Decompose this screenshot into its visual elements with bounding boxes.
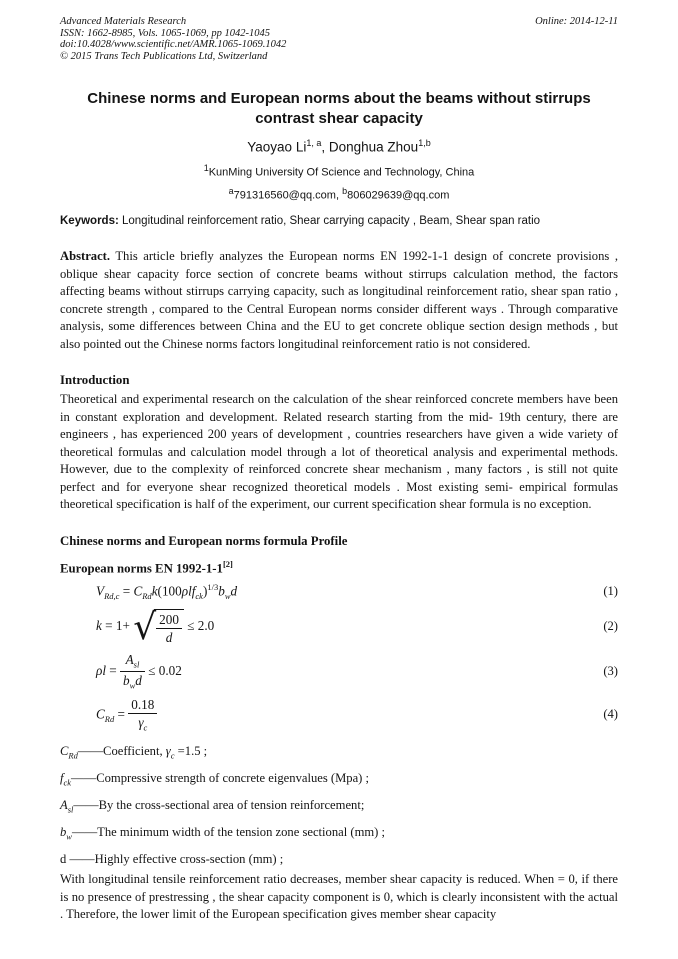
radicand [154,609,184,645]
subsection-heading-european-norms [60,556,618,577]
email-1-superscript: a [228,185,234,196]
email-1: 791316560@qq.com [233,189,336,202]
math-token: k [96,617,102,633]
math-token: = [117,705,125,721]
fraction-denominator [156,629,182,645]
equation-3-number: (3) [603,664,618,679]
math-token: w [129,681,136,692]
math-token: c [143,722,148,733]
math-token: 0.18 [128,697,157,714]
math-token: A [60,797,68,812]
radical-sign-icon: √ [133,606,157,648]
math-token: w [224,591,231,602]
subsection-heading-text: European norms EN 1992-1-1 [60,560,223,575]
definition-text: =1.5 ; [174,743,208,758]
definition-bw [60,821,618,848]
author-1-name: Yaoyao Li [247,139,307,155]
fraction [120,652,145,692]
math-token: d [60,851,67,866]
email-2: 806029639@qq.com [347,189,450,202]
author-2-name: Donghua Zhou [328,139,419,155]
paper-title: Chinese norms and European norms about the beams without stirrups contrast shear capacity [87,90,591,128]
fraction [128,697,157,734]
math-token: k [151,583,158,599]
math-token: sl [67,804,74,815]
keywords-line [60,215,618,227]
math-token: V [96,583,105,599]
journal-copyright-line: © 2015 Trans Tech Publications Ltd, Switzerland [60,50,268,62]
affiliation-text: KunMing University Of Science and Technology, China [208,166,475,179]
symbol-definitions [60,740,618,870]
author-2-superscript: 1,b [418,138,431,149]
definition-text: ——Highly effective cross-section (mm) ; [66,851,284,866]
equation-4-body [96,697,603,734]
journal-info [60,16,286,62]
emails-line [60,186,618,202]
journal-doi-line: doi:10.4028/www.scientific.net/AMR.1065-1069.1042 [60,39,287,51]
equation-2-body [96,606,603,648]
math-token: b [123,673,130,689]
citation-ref: [2] [222,558,233,569]
introduction-heading: Introduction [60,373,130,388]
definition-asl [60,794,618,821]
keywords-label: Keywords: [60,215,119,228]
math-token: C [133,583,143,599]
math-token: C [60,743,69,758]
emails-separator: , [335,189,343,202]
equation-4 [60,693,618,737]
math-token: = [109,662,117,678]
math-token: A [125,652,134,668]
math-token: c [170,750,175,761]
math-token: d [165,629,173,645]
math-token: = [122,583,131,599]
online-date: Online: 2014-12-11 [535,16,618,27]
section-heading-formula-profile: Chinese norms and European norms formula Profile [60,533,348,548]
math-token: C [96,705,105,721]
math-token: ρl [96,662,106,678]
math-token: w [66,831,72,842]
math-token: 200 [156,612,182,629]
abstract-paragraph [60,248,618,353]
equation-1-body [96,582,603,601]
abstract-text: This article briefly analyzes the European norms EN 1992-1-1 design of concrete provisions , oblique shear capacity force section of concrete beams without stirrups calculation method, the factors affecting beams without stirrups carrying capacity, such as longitudinal reinforcement ratio, shear span ratio , concrete strength , compared to the Central European norms consider different ways . Through comparative analysis, some differences between China and the EU to get concrete oblique section design methods , but also pointed out the Chinese norms factors longitudinal reinforcement ratio is not considered. [60,249,618,351]
math-token: 1/3 [207,582,219,593]
journal-issn-line: ISSN: 1662-8985, Vols. 1065-1069, pp 1042-1045 [60,27,270,39]
math-token: ck [63,777,72,788]
definition-text: ——Compressive strength of concrete eigenvalues (Mpa) ; [71,770,370,785]
math-token: b [60,824,67,839]
affiliation-superscript: 1 [203,162,209,173]
math-token: ρlf [181,583,196,599]
definition-text: ——By the cross-sectional area of tension reinforcement; [73,797,365,812]
fraction [156,612,182,645]
math-token: f [60,770,64,785]
math-token: γ [165,743,171,758]
equation-4-number: (4) [603,707,618,722]
equation-2-number: (2) [603,619,618,634]
math-token: ≤ 0.02 [148,662,182,678]
fraction-denominator [120,672,145,691]
journal-title: Advanced Materials Research [60,16,187,27]
math-token: b [218,583,225,599]
math-token: d [230,583,238,599]
math-token: γ [138,714,144,730]
math-token: ) [202,583,208,599]
math-token: = 1+ [105,617,130,633]
fraction-denominator [128,714,157,733]
journal-header [60,16,618,62]
definition-text: ——Coefficient, [77,743,166,758]
math-token: Rd [142,591,152,602]
math-token: ck [195,591,203,602]
abstract-label: Abstract. [60,249,111,264]
affiliation-line [60,163,618,179]
equation-1 [60,581,618,603]
math-token: Rd [104,713,115,724]
authors-separator: , [321,139,329,155]
math-token: (100 [157,583,182,599]
author-1-superscript: 1, a [306,138,322,149]
keywords-text: Longitudinal reinforcement ratio, Shear carrying capacity , Beam, Shear span ratio [118,215,541,228]
equation-3-body [96,652,603,692]
introduction-paragraph: Theoretical and experimental research on the calculation of the shear reinforced concrete members have been in constant exploration and development. Related research starting from the mid- 19th century, there are engineers , has experienced 200 years of development , countries researchers have given a wide variety of theoretical formulas and calculation model through a lot of theoretical analysis and experimental methods. However, due to the complexity of reinforced concrete shear mechanism , many factors , is still not quite perfect and for everyone shear recognized theoretical models . Most existing semi- empirical formulas theoretical specification is half of the experiment, our current specification shear formula is no exception. [60,392,618,512]
authors-line [60,138,618,155]
math-token: Rd [68,750,78,761]
fraction-numerator [120,652,145,672]
math-token: Rd,c [104,591,120,602]
equation-2 [60,603,618,651]
math-token: sl [133,659,140,670]
equation-1-number: (1) [603,584,618,599]
closing-paragraph: With longitudinal tensile reinforcement ratio decreases, member shear capacity is reduced. When = 0, if there is no presence of prestressing , the shear capacity component is 0, which is clearly inconsistent with the actual . Therefore, the lower limit of the European specification gives member shear capacity [60,872,618,922]
definition-fck [60,767,618,794]
equation-3 [60,651,618,693]
definition-crd [60,740,618,767]
square-root [133,606,184,648]
definition-d [60,848,618,870]
math-token: ≤ 2.0 [187,617,215,633]
math-token: d [135,673,142,689]
email-2-superscript: b [342,185,348,196]
definition-text: ——The minimum width of the tension zone sectional (mm) ; [71,824,386,839]
